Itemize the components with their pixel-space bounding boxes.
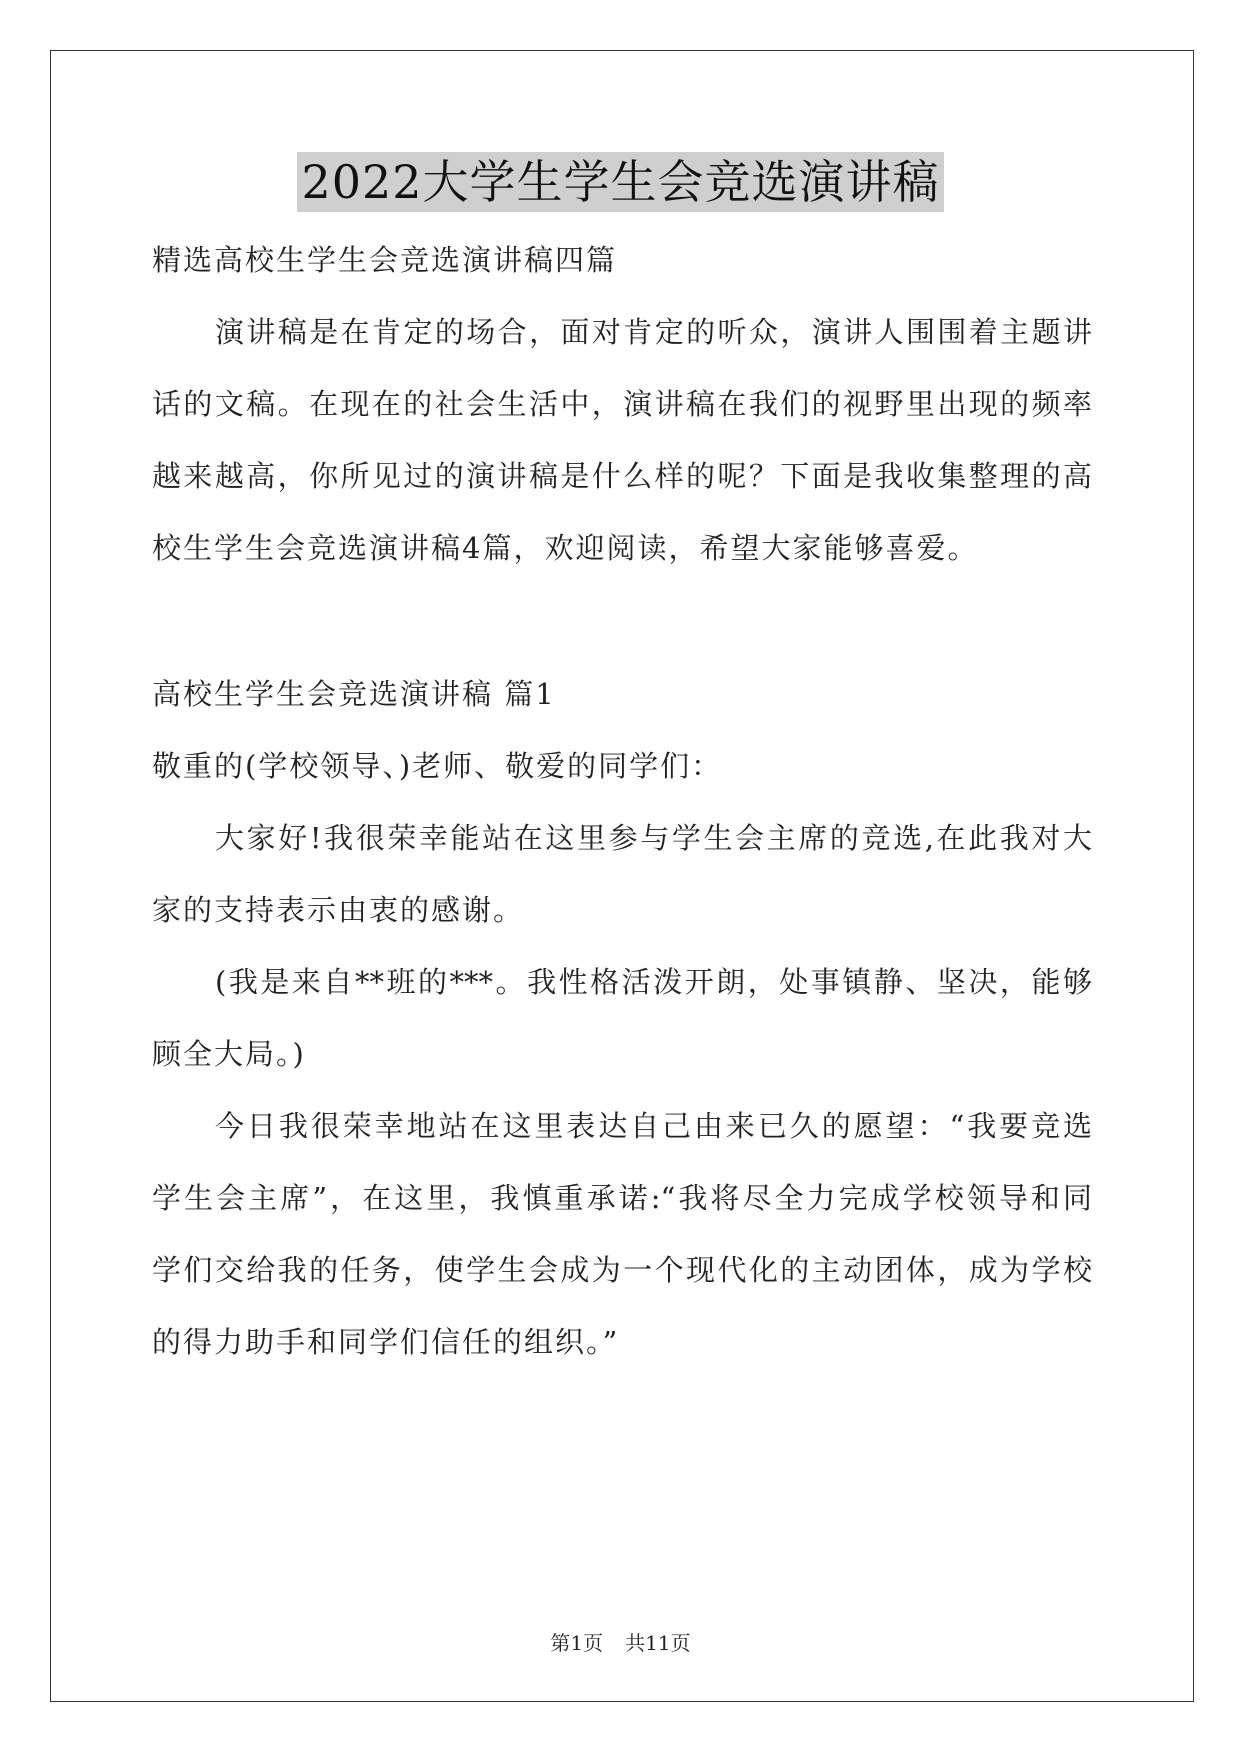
para2-line-2: 顾全大局。) <box>152 1037 306 1071</box>
document-subtitle: 精选高校生学生会竞选演讲稿四篇 <box>152 243 618 277</box>
title-wrap <box>0 152 1241 212</box>
salutation: 敬重的(学校领导、)老师、敬爱的同学们： <box>152 749 723 783</box>
para3-line-1: 今日我很荣幸地站在这里表达自己由来已久的愿望：“我要竞选 <box>215 1109 1092 1143</box>
intro-line-2: 话的文稿。在现在的社会生活中，演讲稿在我们的视野里出现的频率 <box>152 387 1092 421</box>
page-number: 第1页 <box>550 1631 604 1655</box>
intro-line-1: 演讲稿是在肯定的场合，面对肯定的听众，演讲人围围着主题讲 <box>215 315 1092 349</box>
para3-line-4: 的得力助手和同学们信任的组织。” <box>152 1325 620 1359</box>
page-footer <box>0 1630 1241 1656</box>
intro-line-3: 越来越高，你所见过的演讲稿是什么样的呢？下面是我收集整理的高 <box>152 459 1092 493</box>
intro-line-4: 校生学生会竞选演讲稿4篇，欢迎阅读，希望大家能够喜爱。 <box>152 531 979 565</box>
para3-line-2: 学生会主席”，在这里，我慎重承诺:“我将尽全力完成学校领导和同 <box>152 1181 1092 1215</box>
para1-line-2: 家的支持表示由衷的感谢。 <box>152 893 525 927</box>
page-total: 共11页 <box>625 1631 691 1655</box>
para2-line-1: (我是来自**班的***。我性格活泼开朗，处事镇静、坚决，能够 <box>215 965 1092 999</box>
para3-line-3: 学们交给我的任务，使学生会成为一个现代化的主动团体，成为学校 <box>152 1253 1092 1287</box>
para1-line-1: 大家好!我很荣幸能站在这里参与学生会主席的竞选,在此我对大 <box>215 821 1092 855</box>
document-title: 2022大学生学生会竞选演讲稿 <box>297 152 943 212</box>
section-heading: 高校生学生会竞选演讲稿 篇1 <box>152 677 556 711</box>
page-border <box>50 50 1194 1702</box>
